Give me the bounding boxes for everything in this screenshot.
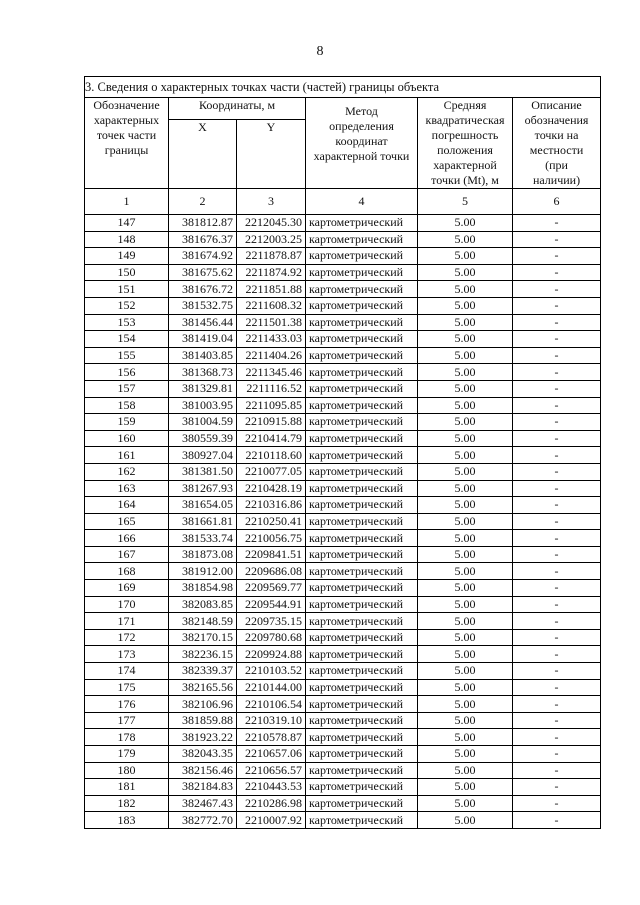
coord-y: 2211095.85	[237, 397, 306, 414]
coord-y: 2211608.32	[237, 297, 306, 314]
error-value: 5.00	[418, 596, 513, 613]
method: картометрический	[306, 663, 418, 680]
coord-y: 2211345.46	[237, 364, 306, 381]
description: -	[513, 530, 601, 547]
error-value: 5.00	[418, 463, 513, 480]
coord-x: 381267.93	[169, 480, 237, 497]
method: картометрический	[306, 513, 418, 530]
description: -	[513, 563, 601, 580]
error-value: 5.00	[418, 414, 513, 431]
description: -	[513, 546, 601, 563]
coord-x: 381381.50	[169, 463, 237, 480]
point-number: 177	[85, 712, 169, 729]
method: картометрический	[306, 795, 418, 812]
coord-x: 382184.83	[169, 779, 237, 796]
coord-y: 2211116.52	[237, 380, 306, 397]
coord-x: 382043.35	[169, 746, 237, 763]
coord-x: 382236.15	[169, 646, 237, 663]
coord-x: 382148.59	[169, 613, 237, 630]
table-row	[85, 364, 601, 381]
coord-x: 382467.43	[169, 795, 237, 812]
description: -	[513, 215, 601, 232]
method: картометрический	[306, 281, 418, 298]
error-value: 5.00	[418, 264, 513, 281]
point-number: 181	[85, 779, 169, 796]
table-row	[85, 646, 601, 663]
coord-x: 381812.87	[169, 215, 237, 232]
coord-y: 2209780.68	[237, 629, 306, 646]
method: картометрический	[306, 215, 418, 232]
coord-y: 2211501.38	[237, 314, 306, 331]
coord-y: 2209686.08	[237, 563, 306, 580]
method: картометрический	[306, 297, 418, 314]
table-row	[85, 596, 601, 613]
coord-x: 381923.22	[169, 729, 237, 746]
table-row	[85, 497, 601, 514]
coord-x: 381004.59	[169, 414, 237, 431]
table-row	[85, 729, 601, 746]
error-value: 5.00	[418, 430, 513, 447]
table-row	[85, 563, 601, 580]
coord-x: 381368.73	[169, 364, 237, 381]
coord-x: 381854.98	[169, 580, 237, 597]
coord-y: 2210144.00	[237, 679, 306, 696]
point-number: 175	[85, 679, 169, 696]
point-number: 152	[85, 297, 169, 314]
point-number: 172	[85, 629, 169, 646]
table-row	[85, 629, 601, 646]
table-row	[85, 580, 601, 597]
column-number: 6	[513, 189, 601, 215]
error-value: 5.00	[418, 248, 513, 265]
coord-x: 381661.81	[169, 513, 237, 530]
coord-y: 2211404.26	[237, 347, 306, 364]
coord-y: 2210077.05	[237, 463, 306, 480]
error-value: 5.00	[418, 812, 513, 829]
error-value: 5.00	[418, 530, 513, 547]
coord-x: 381676.37	[169, 231, 237, 248]
description: -	[513, 729, 601, 746]
description: -	[513, 414, 601, 431]
error-value: 5.00	[418, 331, 513, 348]
description: -	[513, 663, 601, 680]
method: картометрический	[306, 712, 418, 729]
table-row	[85, 414, 601, 431]
method: картометрический	[306, 696, 418, 713]
method: картометрический	[306, 364, 418, 381]
method: картометрический	[306, 264, 418, 281]
coord-y: 2211874.92	[237, 264, 306, 281]
point-number: 159	[85, 414, 169, 431]
coord-x: 381912.00	[169, 563, 237, 580]
table-row	[85, 447, 601, 464]
table-row	[85, 297, 601, 314]
coord-x: 381676.72	[169, 281, 237, 298]
error-value: 5.00	[418, 297, 513, 314]
point-number: 169	[85, 580, 169, 597]
coord-x: 381859.88	[169, 712, 237, 729]
column-number: 3	[237, 189, 306, 215]
error-value: 5.00	[418, 480, 513, 497]
description: -	[513, 679, 601, 696]
coord-x: 381329.81	[169, 380, 237, 397]
description: -	[513, 696, 601, 713]
method: картометрический	[306, 248, 418, 265]
coord-x: 381533.74	[169, 530, 237, 547]
error-value: 5.00	[418, 613, 513, 630]
coord-x: 381873.08	[169, 546, 237, 563]
header-coordinates: Координаты, м	[169, 98, 306, 120]
method: картометрический	[306, 812, 418, 829]
error-value: 5.00	[418, 762, 513, 779]
coord-x: 381675.62	[169, 264, 237, 281]
error-value: 5.00	[418, 364, 513, 381]
description: -	[513, 447, 601, 464]
table-row	[85, 712, 601, 729]
method: картометрический	[306, 546, 418, 563]
method: картометрический	[306, 314, 418, 331]
table-row	[85, 779, 601, 796]
coord-x: 381532.75	[169, 297, 237, 314]
point-number: 171	[85, 613, 169, 630]
table-row	[85, 795, 601, 812]
description: -	[513, 812, 601, 829]
error-value: 5.00	[418, 513, 513, 530]
error-value: 5.00	[418, 497, 513, 514]
point-number: 160	[85, 430, 169, 447]
coord-x: 381674.92	[169, 248, 237, 265]
column-number: 5	[418, 189, 513, 215]
method: картометрический	[306, 397, 418, 414]
point-number: 161	[85, 447, 169, 464]
point-number: 164	[85, 497, 169, 514]
description: -	[513, 463, 601, 480]
header-designation: Обозначение характерных точек части границы	[85, 98, 169, 189]
error-value: 5.00	[418, 646, 513, 663]
header-description: Описание обозначения точки на местности (при наличии)	[513, 98, 601, 189]
point-number: 153	[85, 314, 169, 331]
method: картометрический	[306, 447, 418, 464]
point-number: 163	[85, 480, 169, 497]
table-row	[85, 264, 601, 281]
coord-x: 382156.46	[169, 762, 237, 779]
coord-y: 2211851.88	[237, 281, 306, 298]
coord-y: 2210007.92	[237, 812, 306, 829]
description: -	[513, 513, 601, 530]
point-number: 162	[85, 463, 169, 480]
coord-y: 2209924.88	[237, 646, 306, 663]
method: картометрический	[306, 629, 418, 646]
point-number: 150	[85, 264, 169, 281]
table-row	[85, 215, 601, 232]
description: -	[513, 613, 601, 630]
point-number: 149	[85, 248, 169, 265]
description: -	[513, 264, 601, 281]
coord-x: 382165.56	[169, 679, 237, 696]
coord-y: 2210414.79	[237, 430, 306, 447]
error-value: 5.00	[418, 397, 513, 414]
method: картометрический	[306, 414, 418, 431]
description: -	[513, 779, 601, 796]
method: картометрический	[306, 430, 418, 447]
method: картометрический	[306, 646, 418, 663]
description: -	[513, 380, 601, 397]
table-row	[85, 762, 601, 779]
coord-x: 381403.85	[169, 347, 237, 364]
coord-y: 2210250.41	[237, 513, 306, 530]
coord-x: 382339.37	[169, 663, 237, 680]
section-title: 3. Сведения о характерных точках части (частей) границы объекта	[85, 77, 601, 98]
coord-y: 2210656.57	[237, 762, 306, 779]
point-number: 154	[85, 331, 169, 348]
table-row	[85, 480, 601, 497]
description: -	[513, 646, 601, 663]
coord-y: 2210657.06	[237, 746, 306, 763]
method: картометрический	[306, 231, 418, 248]
coord-y: 2210319.10	[237, 712, 306, 729]
description: -	[513, 596, 601, 613]
table-row	[85, 812, 601, 829]
error-value: 5.00	[418, 663, 513, 680]
method: картометрический	[306, 530, 418, 547]
coord-x: 380927.04	[169, 447, 237, 464]
description: -	[513, 248, 601, 265]
header-method: Метод определения координат характерной точки	[306, 98, 418, 189]
description: -	[513, 297, 601, 314]
coord-x: 381419.04	[169, 331, 237, 348]
method: картометрический	[306, 331, 418, 348]
error-value: 5.00	[418, 347, 513, 364]
description: -	[513, 397, 601, 414]
header-y: Y	[237, 120, 306, 189]
point-number: 182	[85, 795, 169, 812]
coord-y: 2210443.53	[237, 779, 306, 796]
description: -	[513, 231, 601, 248]
table-row	[85, 430, 601, 447]
table-row	[85, 331, 601, 348]
description: -	[513, 795, 601, 812]
coord-x: 381003.95	[169, 397, 237, 414]
coord-y: 2212045.30	[237, 215, 306, 232]
point-number: 147	[85, 215, 169, 232]
method: картометрический	[306, 613, 418, 630]
method: картометрический	[306, 463, 418, 480]
description: -	[513, 430, 601, 447]
error-value: 5.00	[418, 629, 513, 646]
coord-x: 382083.85	[169, 596, 237, 613]
description: -	[513, 712, 601, 729]
error-value: 5.00	[418, 580, 513, 597]
description: -	[513, 480, 601, 497]
description: -	[513, 331, 601, 348]
table-row	[85, 248, 601, 265]
table-body	[85, 215, 601, 829]
coord-y: 2210103.52	[237, 663, 306, 680]
method: картометрический	[306, 380, 418, 397]
coord-y: 2210578.87	[237, 729, 306, 746]
table-row	[85, 463, 601, 480]
method: картометрический	[306, 679, 418, 696]
coord-y: 2212003.25	[237, 231, 306, 248]
error-value: 5.00	[418, 696, 513, 713]
method: картометрический	[306, 729, 418, 746]
point-number: 183	[85, 812, 169, 829]
point-number: 173	[85, 646, 169, 663]
table-row	[85, 513, 601, 530]
column-number: 1	[85, 189, 169, 215]
coord-y: 2211878.87	[237, 248, 306, 265]
error-value: 5.00	[418, 546, 513, 563]
coord-y: 2210106.54	[237, 696, 306, 713]
point-number: 179	[85, 746, 169, 763]
table-row	[85, 397, 601, 414]
point-number: 155	[85, 347, 169, 364]
method: картометрический	[306, 596, 418, 613]
description: -	[513, 762, 601, 779]
coord-y: 2210915.88	[237, 414, 306, 431]
description: -	[513, 364, 601, 381]
error-value: 5.00	[418, 779, 513, 796]
coord-y: 2211433.03	[237, 331, 306, 348]
description: -	[513, 580, 601, 597]
coord-x: 382772.70	[169, 812, 237, 829]
method: картометрический	[306, 762, 418, 779]
coord-y: 2210316.86	[237, 497, 306, 514]
coord-y: 2210118.60	[237, 447, 306, 464]
coord-x: 381654.05	[169, 497, 237, 514]
point-number: 157	[85, 380, 169, 397]
table-row	[85, 746, 601, 763]
table-row	[85, 679, 601, 696]
table-row	[85, 314, 601, 331]
point-number: 151	[85, 281, 169, 298]
point-number: 174	[85, 663, 169, 680]
coord-y: 2209841.51	[237, 546, 306, 563]
coord-y: 2209735.15	[237, 613, 306, 630]
page-number: 8	[316, 44, 324, 59]
error-value: 5.00	[418, 679, 513, 696]
point-number: 166	[85, 530, 169, 547]
error-value: 5.00	[418, 447, 513, 464]
point-number: 180	[85, 762, 169, 779]
error-value: 5.00	[418, 795, 513, 812]
method: картометрический	[306, 480, 418, 497]
table-row	[85, 530, 601, 547]
header-error: Средняя квадратическая погрешность положения характерной точки (Mt), м	[418, 98, 513, 189]
method: картометрический	[306, 563, 418, 580]
method: картометрический	[306, 580, 418, 597]
coord-y: 2210286.98	[237, 795, 306, 812]
column-number: 2	[169, 189, 237, 215]
table-row	[85, 347, 601, 364]
characteristic-points-table	[84, 76, 601, 829]
point-number: 158	[85, 397, 169, 414]
description: -	[513, 497, 601, 514]
error-value: 5.00	[418, 712, 513, 729]
coord-y: 2209569.77	[237, 580, 306, 597]
point-number: 170	[85, 596, 169, 613]
coord-y: 2210428.19	[237, 480, 306, 497]
error-value: 5.00	[418, 380, 513, 397]
description: -	[513, 629, 601, 646]
error-value: 5.00	[418, 215, 513, 232]
method: картометрический	[306, 497, 418, 514]
table-row	[85, 696, 601, 713]
method: картометрический	[306, 779, 418, 796]
coord-y: 2210056.75	[237, 530, 306, 547]
point-number: 168	[85, 563, 169, 580]
description: -	[513, 314, 601, 331]
method: картометрический	[306, 347, 418, 364]
table-row	[85, 231, 601, 248]
column-number: 4	[306, 189, 418, 215]
point-number: 148	[85, 231, 169, 248]
table-row	[85, 613, 601, 630]
error-value: 5.00	[418, 746, 513, 763]
point-number: 165	[85, 513, 169, 530]
error-value: 5.00	[418, 729, 513, 746]
table-row	[85, 663, 601, 680]
error-value: 5.00	[418, 281, 513, 298]
point-number: 178	[85, 729, 169, 746]
error-value: 5.00	[418, 231, 513, 248]
point-number: 176	[85, 696, 169, 713]
coord-x: 381456.44	[169, 314, 237, 331]
description: -	[513, 281, 601, 298]
error-value: 5.00	[418, 563, 513, 580]
error-value: 5.00	[418, 314, 513, 331]
description: -	[513, 347, 601, 364]
header-x: X	[169, 120, 237, 189]
coord-x: 380559.39	[169, 430, 237, 447]
point-number: 167	[85, 546, 169, 563]
point-number: 156	[85, 364, 169, 381]
coord-x: 382170.15	[169, 629, 237, 646]
table-row	[85, 380, 601, 397]
description: -	[513, 746, 601, 763]
table-row	[85, 546, 601, 563]
method: картометрический	[306, 746, 418, 763]
coord-y: 2209544.91	[237, 596, 306, 613]
table-row	[85, 281, 601, 298]
coord-x: 382106.96	[169, 696, 237, 713]
